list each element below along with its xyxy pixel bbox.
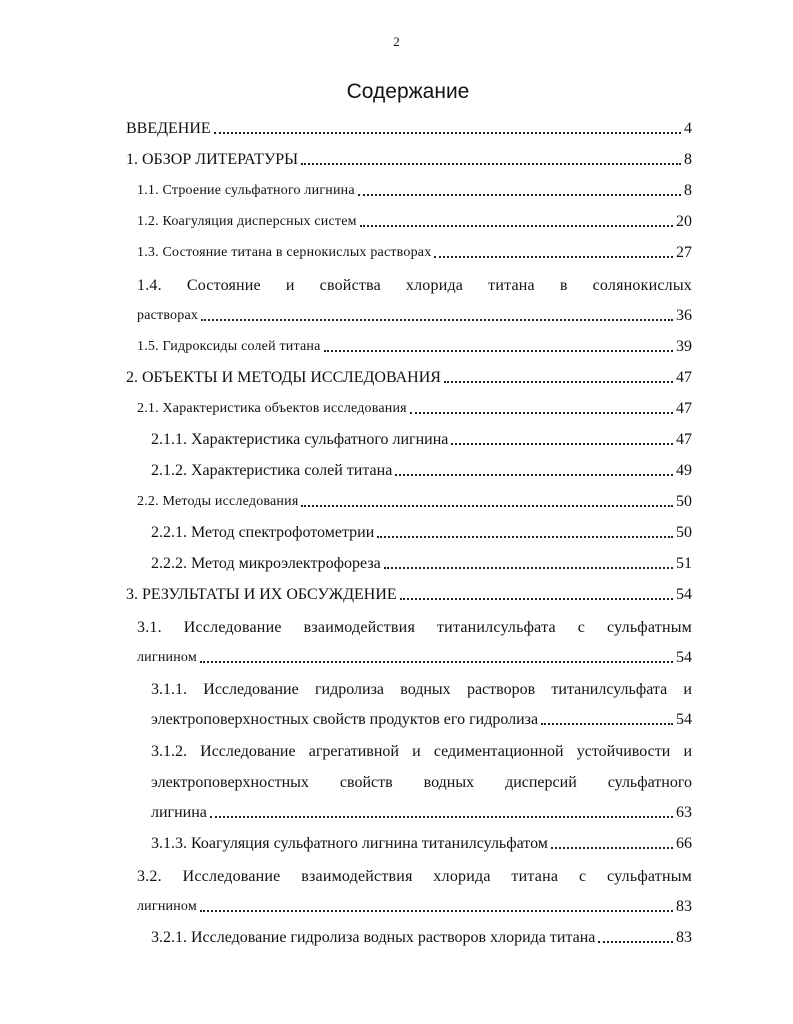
toc-entry-page: 47	[676, 369, 692, 386]
toc-entry-label: 3.2.1. Исследование гидролиза водных растворов хлорида титана	[151, 929, 596, 946]
toc-leader-dots	[301, 504, 673, 507]
toc-entry-label: 2.1.2. Характеристика солей титана	[151, 462, 393, 479]
toc-entry-3-2-line2[interactable]	[137, 888, 692, 918]
toc-leader-dots	[384, 566, 673, 569]
toc-entry-chapter-2[interactable]	[126, 359, 692, 389]
toc-entry-2-1[interactable]	[137, 390, 692, 420]
toc-entry-label: растворах	[137, 308, 199, 323]
toc-leader-dots	[301, 162, 681, 165]
toc-entry-page: 54	[676, 649, 692, 666]
toc-entry-1-2[interactable]	[137, 203, 692, 233]
toc-entry-3-1-2-line2[interactable]	[151, 764, 692, 794]
toc-entry-page: 8	[684, 182, 692, 199]
toc-entry-page: 83	[676, 929, 692, 946]
toc-entry-page: 66	[676, 835, 692, 852]
toc-entry-3-1-line2[interactable]	[137, 639, 692, 669]
toc-entry-page: 50	[676, 524, 692, 541]
toc-entry-3-1-2-line3[interactable]	[151, 794, 692, 824]
toc-entry-label: лигнином	[137, 650, 197, 665]
toc-leader-dots	[360, 224, 673, 227]
toc-entry-label: 3.1. Исследование взаимодействия титанилсульфата с сульфатным	[137, 619, 692, 636]
toc-entry-3-2-line1[interactable]	[137, 858, 692, 888]
toc-entry-1-4-line2[interactable]	[137, 297, 692, 327]
toc-entry-label: 3.1.2. Исследование агрегативной и седиментационной устойчивости и	[151, 743, 692, 760]
toc-leader-dots	[451, 442, 673, 445]
toc-leader-dots	[541, 722, 673, 725]
toc-entry-page: 51	[676, 555, 692, 572]
toc-entry-label: 3.1.3. Коагуляция сульфатного лигнина титанилсульфатом	[151, 835, 548, 852]
toc-leader-dots	[400, 597, 673, 600]
toc-entry-label: ВВЕДЕНИЕ	[126, 120, 211, 137]
toc-entry-page: 8	[684, 151, 692, 168]
toc-leader-dots	[201, 318, 673, 321]
toc-entry-label: 2.1.1. Характеристика сульфатного лигнина	[151, 431, 449, 448]
toc-entry-introduction[interactable]	[126, 110, 692, 140]
toc-entry-label: 3.1.1. Исследование гидролиза водных растворов титанилсульфата и	[151, 681, 692, 698]
toc-entry-2-2-2[interactable]	[151, 545, 692, 575]
toc-entry-page: 50	[676, 493, 692, 510]
toc-entry-page: 63	[676, 804, 692, 821]
toc-entry-label: лигнина	[151, 804, 207, 821]
toc-entry-page: 47	[676, 400, 692, 417]
toc-entry-2-2-1[interactable]	[151, 514, 692, 544]
toc-entry-label: электроповерхностных свойств продуктов его гидролиза	[151, 711, 539, 728]
toc-leader-dots	[358, 193, 681, 196]
toc-entry-label: 1.5. Гидроксиды солей титана	[137, 339, 321, 354]
toc-leader-dots	[434, 255, 673, 258]
toc-entry-3-1-line1[interactable]	[137, 609, 692, 639]
toc-entry-label: 3. РЕЗУЛЬТАТЫ И ИХ ОБСУЖДЕНИЕ	[126, 586, 397, 603]
toc-leader-dots	[377, 535, 673, 538]
toc-entry-label: электроповерхностных свойств водных дисперсий сульфатного	[151, 774, 692, 791]
toc-entry-2-2[interactable]	[137, 483, 692, 513]
toc-leader-dots	[444, 380, 673, 383]
toc-entry-3-1-1-line2[interactable]	[151, 701, 692, 731]
toc-entry-label: 3.2. Исследование взаимодействия хлорида титана с сульфатным	[137, 868, 692, 885]
toc-entry-2-1-1[interactable]	[151, 421, 692, 451]
toc-entry-3-1-2-line1[interactable]	[151, 733, 692, 763]
toc-entry-page: 54	[676, 586, 692, 603]
toc-entry-chapter-3[interactable]	[126, 576, 692, 606]
toc-entry-page: 54	[676, 711, 692, 728]
toc-leader-dots	[395, 473, 673, 476]
toc-entry-label: 1.3. Состояние титана в сернокислых растворах	[137, 245, 432, 260]
page-title: Содержание	[346, 80, 470, 103]
toc-leader-dots	[210, 815, 673, 818]
toc-entry-3-2-1[interactable]	[151, 919, 692, 949]
toc-leader-dots	[598, 940, 673, 943]
toc-leader-dots	[324, 349, 673, 352]
toc-entry-label: 1. ОБЗОР ЛИТЕРАТУРЫ	[126, 151, 299, 168]
toc-entry-1-4-line1[interactable]	[137, 267, 692, 297]
toc-leader-dots	[200, 909, 673, 912]
toc-entry-label: 2.2. Методы исследования	[137, 494, 299, 509]
toc-entry-3-1-3[interactable]	[151, 825, 692, 855]
toc-entry-page: 27	[676, 244, 692, 261]
toc-entry-label: 2.2.2. Метод микроэлектрофореза	[151, 555, 381, 572]
toc-entry-label: 1.1. Строение сульфатного лигнина	[137, 183, 355, 198]
toc-entry-1-1[interactable]	[137, 172, 692, 202]
toc-entry-2-1-2[interactable]	[151, 452, 692, 482]
page-number: 2	[393, 34, 400, 49]
toc-leader-dots	[410, 411, 673, 414]
toc-entry-1-5[interactable]	[137, 328, 692, 358]
toc-entry-chapter-1[interactable]	[126, 141, 692, 171]
toc-leader-dots	[551, 846, 673, 849]
toc-entry-page: 49	[676, 462, 692, 479]
toc-entry-page: 20	[676, 213, 692, 230]
toc-leader-dots	[214, 131, 681, 134]
toc-entry-label: 2.1. Характеристика объектов исследования	[137, 401, 407, 416]
toc-entry-label: 1.4. Состояние и свойства хлорида титана в солянокислых	[137, 277, 692, 294]
toc-entry-label: лигнином	[137, 899, 197, 914]
toc-entry-page: 47	[676, 431, 692, 448]
toc-entry-label: 1.2. Коагуляция дисперсных систем	[137, 214, 357, 229]
toc-entry-page: 4	[684, 120, 692, 137]
toc-entry-page: 39	[676, 338, 692, 355]
toc-entry-label: 2.2.1. Метод спектрофотометрии	[151, 524, 375, 541]
toc-leader-dots	[200, 660, 673, 663]
toc-entry-page: 36	[676, 307, 692, 324]
toc-entry-label: 2. ОБЪЕКТЫ И МЕТОДЫ ИССЛЕДОВАНИЯ	[126, 369, 441, 386]
toc-entry-page: 83	[676, 898, 692, 915]
toc-entry-1-3[interactable]	[137, 234, 692, 264]
toc-entry-3-1-1-line1[interactable]	[151, 671, 692, 701]
